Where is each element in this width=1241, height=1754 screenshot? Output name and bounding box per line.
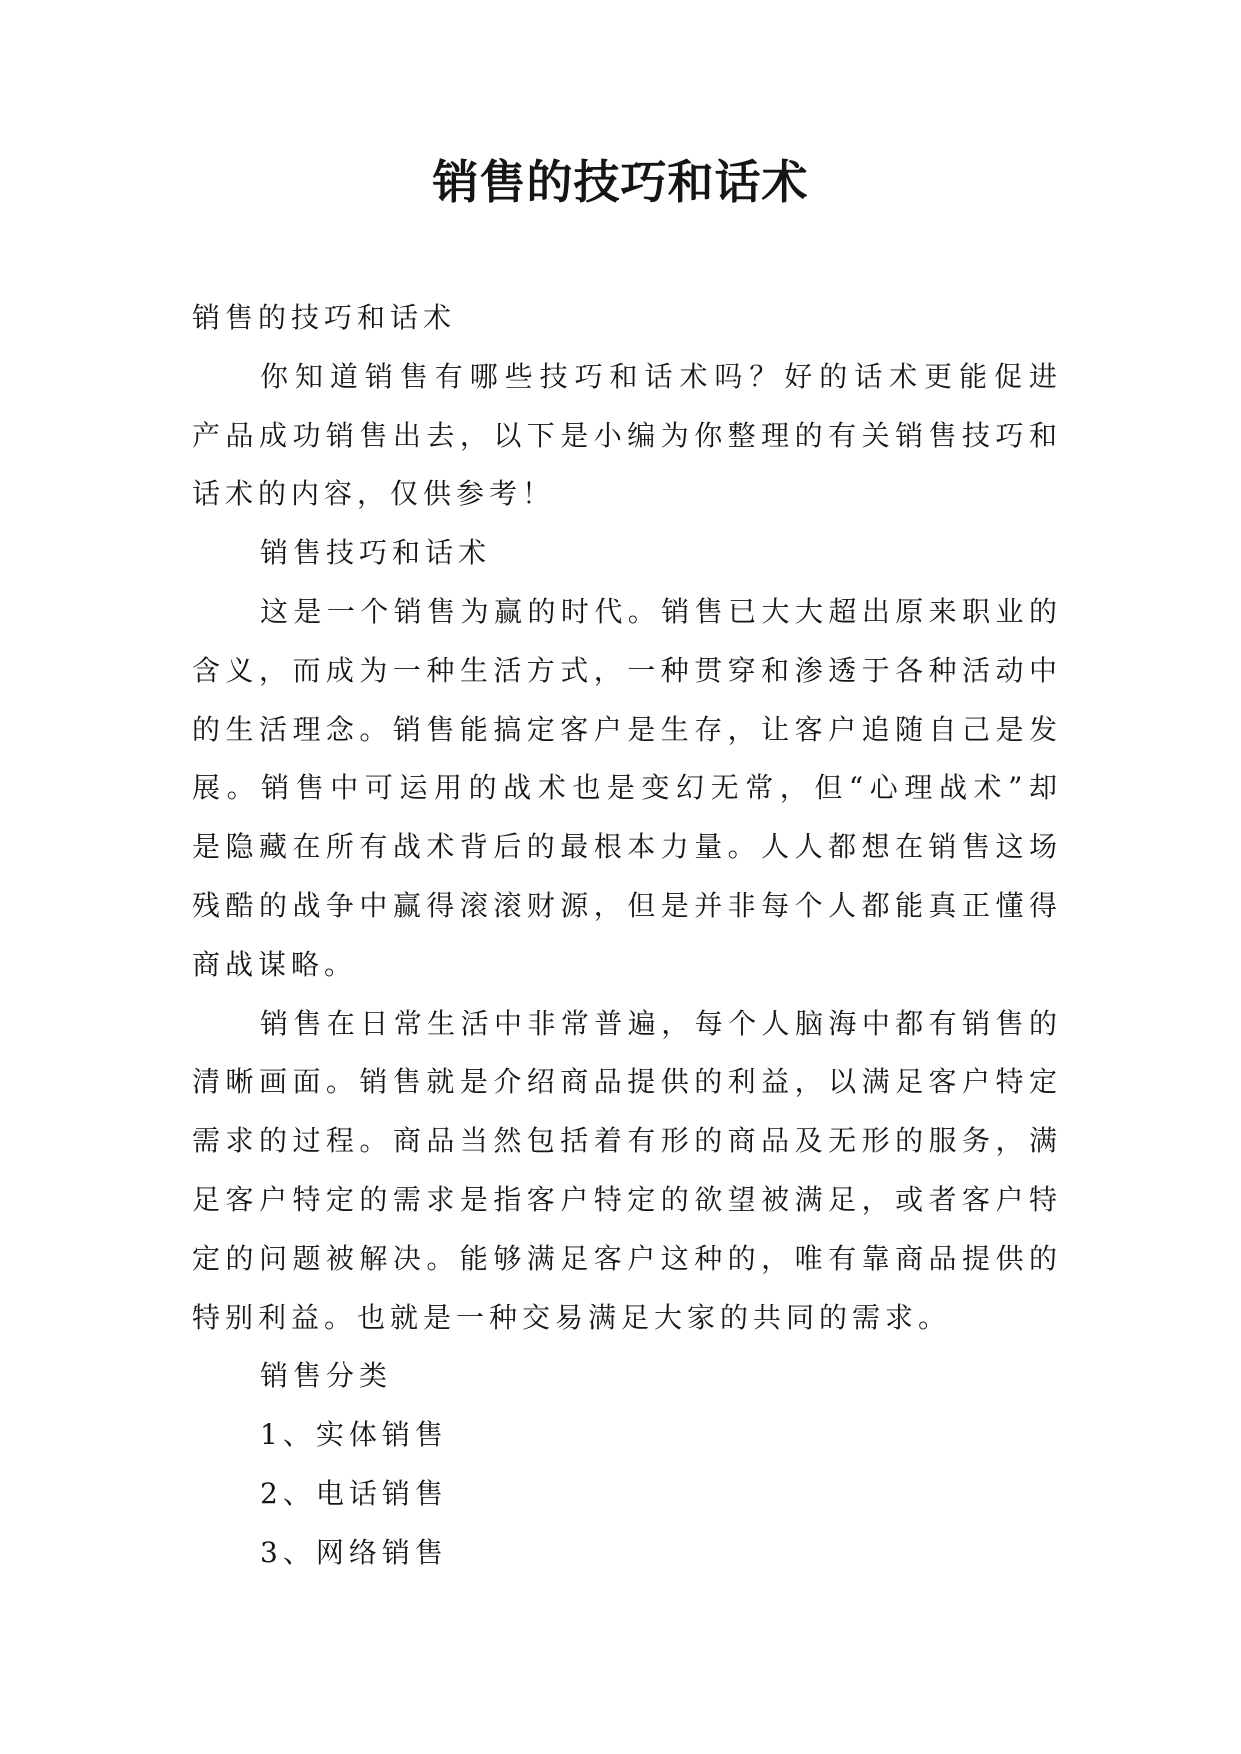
section-heading: 销售技巧和话术 [260,536,492,570]
intro-paragraph [192,348,1062,524]
paragraph-line: 清晰画面。销售就是介绍商品提供的利益，以满足客户特定 [192,1065,1062,1099]
paragraph [192,583,1062,995]
paragraph-line: 展。销售中可运用的战术也是变幻无常，但“心理战术”却 [192,771,1062,805]
paragraph-line: 含义，而成为一种生活方式，一种贯穿和渗透于各种活动中 [192,653,1062,687]
document-body [192,289,1062,1583]
paragraph-line: 这是一个销售为赢的时代。销售已大大超出原来职业的 [260,594,1062,628]
paragraph-line: 产品成功销售出去，以下是小编为你整理的有关销售技巧和 [192,418,1062,452]
paragraph-line: 定的问题被解决。能够满足客户这种的，唯有靠商品提供的 [192,1241,1062,1275]
paragraph-line: 特别利益。也就是一种交易满足大家的共同的需求。 [192,1300,952,1334]
paragraph-line: 残酷的战争中赢得滚滚财源，但是并非每个人都能真正懂得 [192,888,1062,922]
paragraph-line: 商战谋略。 [192,947,358,981]
category-heading: 销售分类 [260,1359,393,1393]
paragraph [192,995,1062,1348]
paragraph-line: 的生活理念。销售能搞定客户是生存，让客户追随自己是发 [192,712,1062,746]
paragraph-line: 足客户特定的需求是指客户特定的欲望被满足，或者客户特 [192,1182,1062,1216]
list-item: 1、实体销售 [260,1418,448,1452]
paragraph-line: 是隐藏在所有战术背后的最根本力量。人人都想在销售这场 [192,830,1062,864]
list-item: 2、电话销售 [260,1476,448,1510]
paragraph-line: 销售在日常生活中非常普遍，每个人脑海中都有销售的 [260,1006,1062,1040]
list-item: 3、网络销售 [260,1535,448,1569]
paragraph-line: 话术的内容，仅供参考！ [192,477,556,511]
document-heading: 销售的技巧和话术 [192,301,457,334]
paragraph-line: 你知道销售有哪些技巧和话术吗？好的话术更能促进 [260,359,1062,393]
paragraph-line: 需求的过程。商品当然包括着有形的商品及无形的服务，满 [192,1124,1062,1158]
category-list [192,1406,1062,1582]
document-title: 销售的技巧和话术 [432,155,809,209]
